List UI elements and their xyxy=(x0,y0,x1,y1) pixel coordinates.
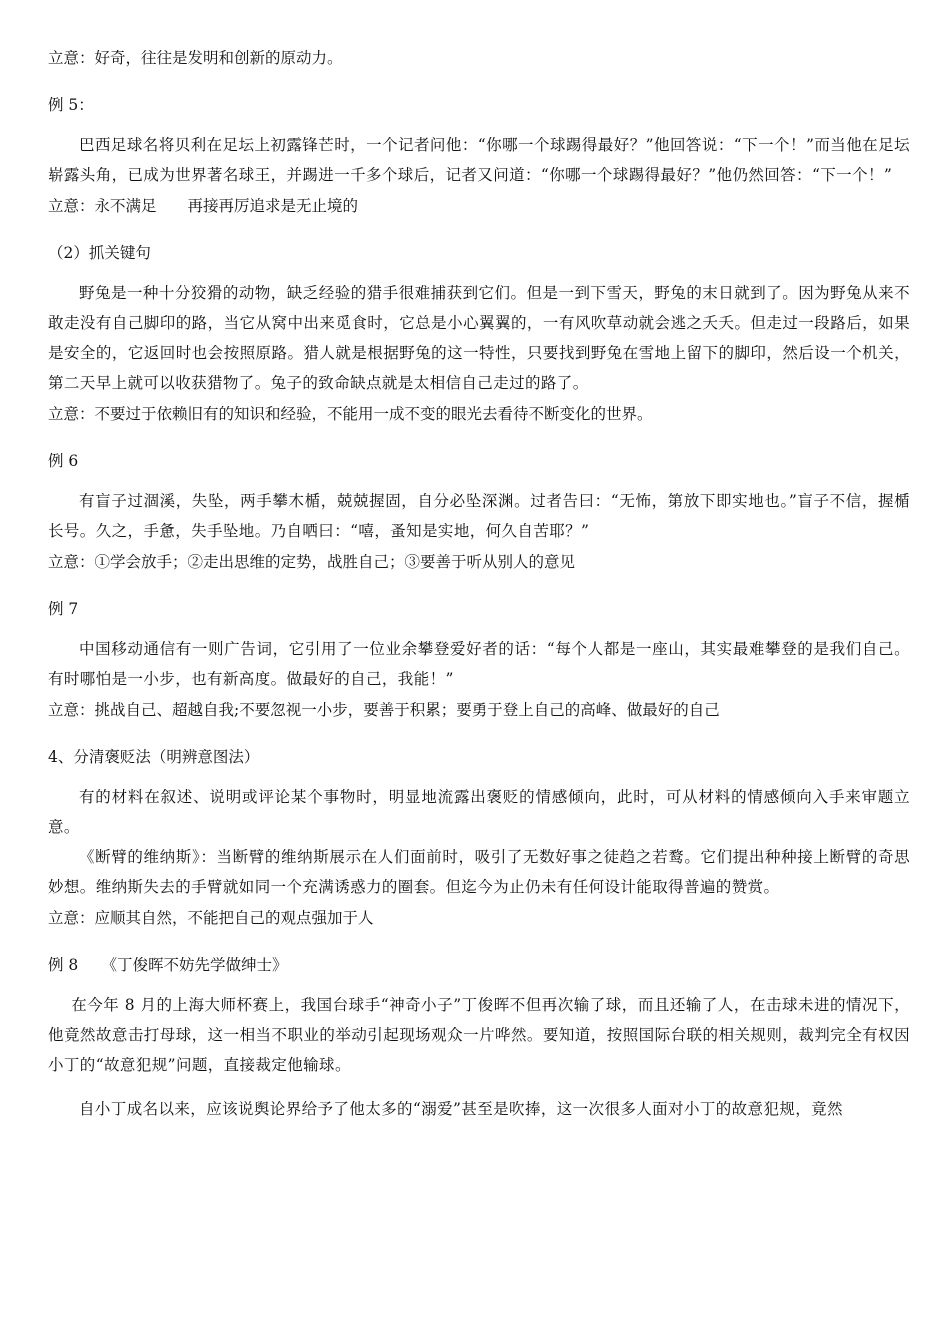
example-7-idea: 立意：挑战自己、超越自我;不要忽视一小步，要善于积累；要勇于登上自己的高峰、做最好的自己 xyxy=(48,701,720,719)
idea-curiosity: 立意：好奇，往往是发明和创新的原动力。 xyxy=(48,49,343,67)
example-8-paragraph-1: 在今年 8 月的上海大师杯赛上，我国台球手“神奇小子”丁俊晖不但再次输了球，而且还输了人，在击球未进的情况下，他竟然故意击打母球，这一相当不职业的举动引起现场观众一片哗然。要知道，按照国际台联的相关规则，裁判完全有权因小丁的“故意犯规”问题，直接裁定他输球。 xyxy=(48,996,910,1074)
example-6-heading: 例 6 xyxy=(48,452,79,470)
document-page xyxy=(48,48,910,1124)
example-8-paragraph-2: 自小丁成名以来，应该说舆论界给予了他太多的“溺爱”甚至是吹捧，这一次很多人面对小丁的故意犯规，竟然 xyxy=(79,1100,843,1118)
example-6-idea: 立意：①学会放手；②走出思维的定势，战胜自己；③要善于听从别人的意见 xyxy=(48,553,576,571)
rabbit-idea: 立意：不要过于依赖旧有的知识和经验，不能用一成不变的眼光去看待不断变化的世界。 xyxy=(48,405,653,423)
venus-paragraph: 《断臂的维纳斯》：当断臂的维纳斯展示在人们面前时，吸引了无数好事之徒趋之若鹜。它们提出种种接上断臂的奇思妙想。维纳斯失去的手臂就如同一个充满诱惑力的圈套。但迄今为止仍未有任何设计能取得普遍的赞赏。 xyxy=(48,848,910,896)
section-2-heading: （2）抓关键句 xyxy=(48,244,151,262)
example-5-idea: 立意：永不满足 再接再厉追求是无止境的 xyxy=(48,197,359,215)
section-4-body: 有的材料在叙述、说明或评论某个事物时，明显地流露出褒贬的情感倾向，此时，可从材料的情感倾向入手来审题立意。 xyxy=(48,788,910,836)
example-6-body: 有盲子过涸溪，失坠，两手攀木楯，兢兢握固，自分必坠深渊。过者告曰：“无怖，第放下即实地也。”盲子不信，握楯长号。久之，手惫，失手坠地。乃自哂曰：“嘻，蚤知是实地，何久自苦耶？” xyxy=(48,492,910,540)
example-7-heading: 例 7 xyxy=(48,600,79,618)
example-7-body: 中国移动通信有一则广告词，它引用了一位业余攀登爱好者的话：“每个人都是一座山，其实最难攀登的是我们自己。有时哪怕是一小步，也有新高度。做最好的自己，我能！” xyxy=(48,640,910,688)
example-5-body: 巴西足球名将贝利在足坛上初露锋芒时，一个记者问他：“你哪一个球踢得最好？”他回答说：“下一个！”而当他在足坛崭露头角，已成为世界著名球王，并踢进一千多个球后，记者又问道：“你哪一个球踢得最好？”他仍然回答：“下一个！” xyxy=(48,136,910,184)
section-4-heading: 4、分清褒贬法（明辨意图法） xyxy=(48,748,260,766)
example-5-heading: 例 5： xyxy=(48,96,94,114)
example-8-heading: 例 8 《丁俊晖不妨先学做绅士》 xyxy=(48,956,288,974)
rabbit-paragraph: 野兔是一种十分狡猾的动物，缺乏经验的猎手很难捕获到它们。但是一到下雪天，野兔的末日就到了。因为野兔从来不敢走没有自己脚印的路，当它从窝中出来觅食时，它总是小心翼翼的，一有风吹草动就会逃之夭夭。但走过一段路后，如果是安全的，它返回时也会按照原路。猎人就是根据野兔的这一特性，只要找到野兔在雪地上留下的脚印，然后设一个机关，第二天早上就可以收获猎物了。兔子的致命缺点就是太相信自己走过的路了。 xyxy=(48,284,910,392)
venus-idea: 立意：应顺其自然，不能把自己的观点强加于人 xyxy=(48,909,374,927)
